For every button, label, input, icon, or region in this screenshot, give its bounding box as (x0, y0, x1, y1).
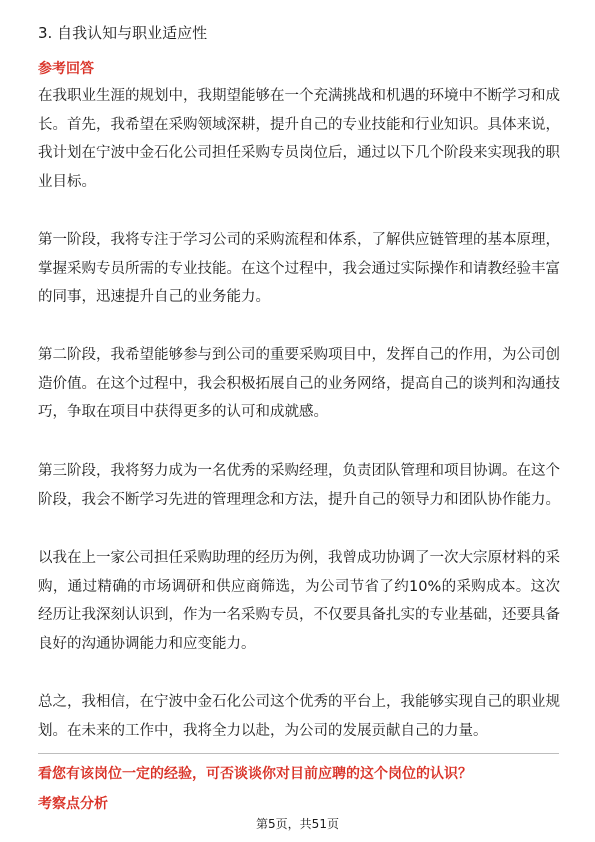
answer-paragraph-stage-3: 第三阶段，我将努力成为一名优秀的采购经理，负责团队管理和项目协调。在这个阶段，我会不断学习先进的管理理念和方法，提升自己的领导力和团队协作能力。 (38, 463, 560, 508)
answer-paragraph-intro: 在我职业生涯的规划中，我期望能够在一个充满挑战和机遇的环境中不断学习和成长。首先，我希望在采购领域深耕，提升自己的专业技能和行业知识。具体来说，我计划在宁波中金石化公司担任采购专员岗位后，通过以下几个阶段来实现我的职业目标。 (38, 88, 560, 190)
section-title: 3. 自我认知与职业适应性 (38, 24, 208, 42)
analysis-label: 考察点分析 (38, 796, 108, 812)
next-question: 看您有该岗位一定的经验，可否谈谈你对目前应聘的这个岗位的认识？ (38, 766, 472, 782)
answer-paragraph-conclusion: 总之，我相信，在宁波中金石化公司这个优秀的平台上，我能够实现自己的职业规划。在未来的工作中，我将全力以赴，为公司的发展贡献自己的力量。 (38, 694, 560, 739)
answer-paragraph-stage-2: 第二阶段，我希望能够参与到公司的重要采购项目中，发挥自己的作用，为公司创造价值。在这个过程中，我会积极拓展自己的业务网络，提高自己的谈判和沟通技巧，争取在项目中获得更多的认可和成就感。 (38, 347, 560, 420)
answer-paragraph-stage-1: 第一阶段，我将专注于学习公司的采购流程和体系，了解供应链管理的基本原理，掌握采购专员所需的专业技能。在这个过程中，我会通过实际操作和请教经验丰富的同事，迅速提升自己的业务能力。 (38, 232, 560, 305)
section-divider (38, 753, 559, 754)
page-number: 第5页，共51页 (256, 817, 339, 831)
reference-answer-label: 参考回答 (38, 61, 94, 77)
answer-paragraph-example: 以我在上一家公司担任采购助理的经历为例，我曾成功协调了一次大宗原材料的采购，通过精确的市场调研和供应商筛选，为公司节省了约10%的采购成本。这次经历让我深刻认识到，作为一名采购专员，不仅要具备扎实的专业基础，还要具备良好的沟通协调能力和应变能力。 (38, 550, 560, 652)
